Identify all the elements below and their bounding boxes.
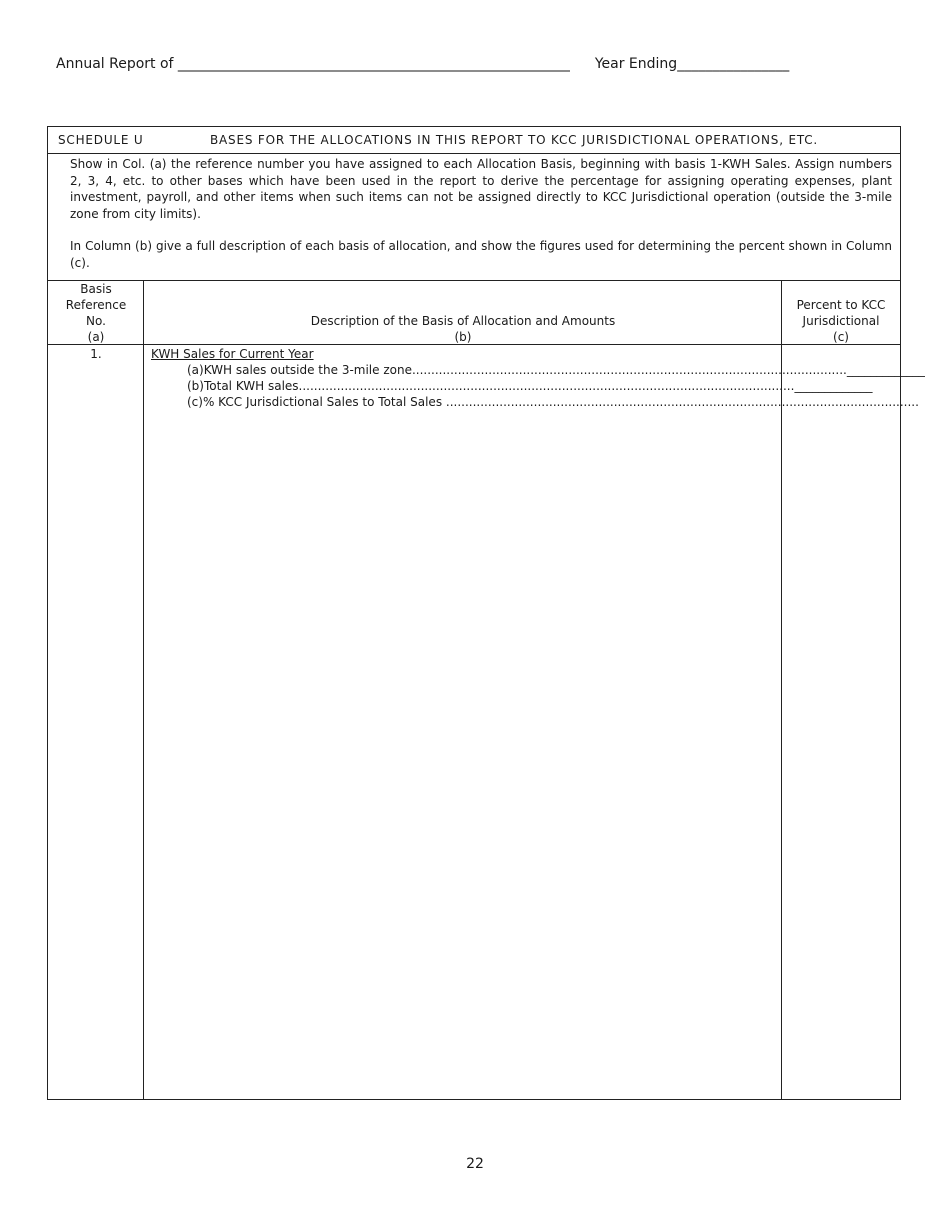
- instructions: [48, 154, 900, 281]
- instruction-paragraph: In Column (b) give a full description of each basis of allocation, and show the figures used for determining the percent shown in Column (c).: [70, 239, 892, 270]
- year-ending-blank[interactable]: ________________: [677, 56, 790, 72]
- column-b-line: (b): [454, 330, 472, 344]
- leader-dots: ..................................................................................................................................: [298, 379, 795, 393]
- annual-report-blank[interactable]: ________________________________________________________: [177, 56, 570, 72]
- year-ending-label: Year Ending: [594, 56, 678, 72]
- entry-text: Total KWH sales: [203, 379, 299, 393]
- schedule-frame: [47, 126, 925, 1100]
- entry-text: KWH sales outside the 3-mile zone: [203, 363, 412, 377]
- column-c-line: Jurisdictional: [802, 314, 880, 328]
- column-header-a: [48, 281, 144, 345]
- entry-line: [151, 362, 925, 378]
- column-header-c: [782, 281, 900, 345]
- description-cell[interactable]: [151, 346, 925, 410]
- column-a-line: Basis: [80, 282, 112, 296]
- entry-label: (a): [187, 363, 204, 377]
- schedule-title: BASES FOR THE ALLOCATIONS IN THIS REPORT TO KCC JURISDICTIONAL OPERATIONS, ETC.: [210, 133, 819, 147]
- annual-report-label: Annual Report of: [56, 56, 174, 72]
- column-a-line: (a): [87, 330, 105, 344]
- entry-blank[interactable]: ..........................: [819, 395, 919, 409]
- column-a-line: Reference: [65, 298, 127, 312]
- schedule-id: SCHEDULE U: [58, 133, 144, 147]
- column-c-line: Percent to KCC: [796, 298, 886, 312]
- column-divider: [143, 281, 144, 1099]
- entry-heading: KWH Sales for Current Year: [151, 347, 314, 361]
- entry-label: (b): [187, 379, 204, 393]
- entry-line: [151, 394, 919, 410]
- column-c-line: (c): [833, 330, 849, 344]
- column-header-b: [144, 281, 782, 345]
- column-b-line: Description of the Basis of Allocation and Amounts: [310, 314, 616, 328]
- entry-label: (c): [187, 395, 203, 409]
- instruction-paragraph: Show in Col. (a) the reference number you have assigned to each Allocation Basis, beginning with basis 1-KWH Sales. Assign numbers 2, 3, 4, etc. to other bases which have been used in the report to derive the percentage for assigning operating expenses, plant investment, payroll, and other items when such items can not be assigned directly to KCC Jurisdictional operation (outside the 3-mile zone from city limits).: [70, 157, 892, 221]
- column-a-line: No.: [86, 314, 106, 328]
- page-number: 22: [466, 1156, 484, 1172]
- entry-text: % KCC Jurisdictional Sales to Total Sales: [202, 395, 443, 409]
- schedule-title-row: [48, 127, 900, 154]
- entry-blank[interactable]: _____________: [794, 379, 873, 393]
- leader-dots: ..................................................................................................................: [411, 363, 847, 377]
- reference-number: 1.: [90, 347, 102, 361]
- reference-number-cell[interactable]: [48, 346, 144, 362]
- entry-blank[interactable]: _____________: [846, 363, 925, 377]
- entry-line: [151, 378, 873, 394]
- leader-dots: ..................................................................................................: [442, 395, 820, 409]
- report-header: [56, 56, 896, 72]
